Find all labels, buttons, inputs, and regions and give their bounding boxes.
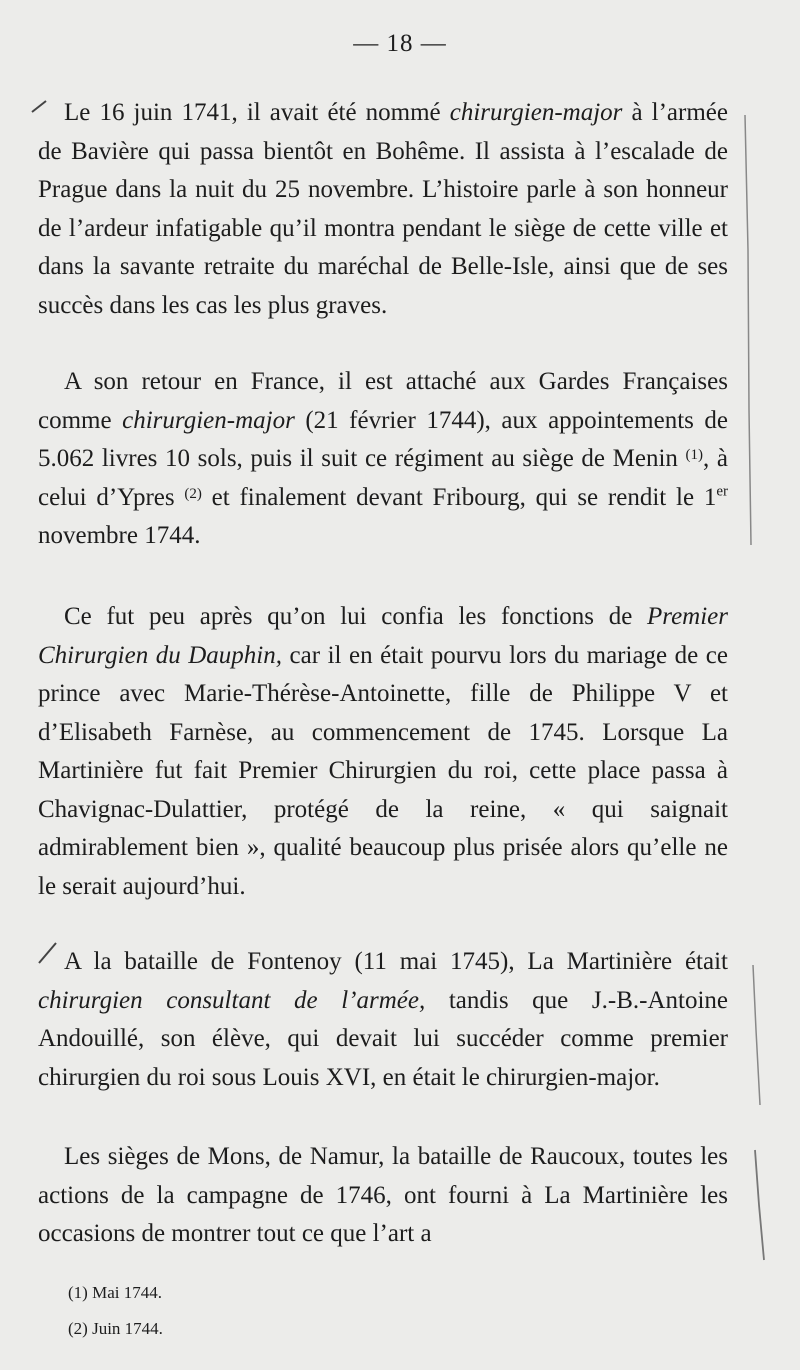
superscript: er	[716, 483, 728, 500]
paragraph-5	[38, 1138, 728, 1254]
text-run: à l’armée de Bavière qui passa bientôt en Bohême. Il assista à l’escalade de Prague dans la nuit du 25 novembre. L’histoire parle à son honneur de l’ardeur infatigable qu’il montra pendant le siège de cette ville et dans la savante retraite du maréchal de Belle-Isle, ainsi que de ses succès dans les cas les plus graves.	[38, 99, 728, 319]
text-run: A son retour en France, il est attaché aux Gardes Françaises comme	[38, 368, 728, 434]
page-number: — 18 —	[353, 30, 447, 57]
text-run: Le 16 juin 1741, il avait été nommé	[64, 99, 450, 126]
footnote-text: Juin 1744.	[92, 1319, 163, 1338]
margin-pencil-stroke	[753, 965, 760, 1105]
footnote-ref-1: (1)	[685, 447, 704, 463]
margin-pencil-line	[750, 1145, 770, 1265]
text-run: A la bataille de Fontenoy (11 mai 1745), La Martinière était	[64, 948, 728, 975]
italic-term: chirurgien-major	[122, 406, 295, 434]
paragraph-3	[38, 598, 728, 906]
text-run: et finalement devant Fribourg, qui se rendit le 1	[201, 483, 717, 511]
italic-term: Premier Chirurgien du Dauphin,	[38, 603, 728, 669]
text-run: Les sièges de Mons, de Namur, la bataille de Raucoux, toutes les actions de la campagne de 1746, ont fourni à La Martinière les occasions de montrer tout ce que l’art a	[38, 1143, 728, 1247]
text-run: Ce fut peu après qu’on lui confia les fonctions de	[64, 603, 647, 630]
footnote-ref-2: (2)	[184, 485, 202, 502]
paragraph-2	[38, 363, 728, 556]
text-run: (21 février 1744), aux appointements de 5.062 livres 10 sols, puis il suit ce régiment au siège de Menin	[38, 406, 728, 472]
italic-term: chirurgien consultant de l’armée,	[38, 986, 426, 1014]
footnote-mark: (1)	[68, 1283, 88, 1302]
text-run: car il en était pourvu lors du mariage de ce prince avec Marie-Thérèse-Antoinette, fille de Philippe V et d’Elisabeth Farnèse, au commencement de 1745. Lorsque La Martinière fut fait Premier Chirurgien du roi, cette place passa à Chavignac-Dulattier, protégé de la reine, « qui saignait admirablement bien », qualité beaucoup plus prisée alors qu’elle ne le serait aujourd’hui.	[38, 641, 728, 900]
footnotes	[68, 1275, 163, 1347]
margin-pencil-stroke	[755, 1150, 764, 1260]
text-run: novembre 1744.	[38, 522, 201, 549]
footnote-text: Mai 1744.	[92, 1283, 162, 1302]
footnote-mark: (2)	[68, 1319, 88, 1338]
paragraph-4	[38, 943, 728, 1097]
text-run: tandis que J.-B.-Antoine Andouillé, son élève, qui devait lui succéder comme premier chirurgien du roi sous Louis XVI, en était le chirurgien-major.	[38, 986, 728, 1091]
footnote-1	[68, 1275, 163, 1311]
margin-pencil-line	[735, 110, 755, 550]
italic-term: chirurgien-major	[449, 99, 623, 126]
paragraph-1	[38, 94, 728, 325]
margin-pencil-stroke	[745, 115, 751, 545]
footnote-2	[68, 1311, 163, 1347]
margin-pencil-line	[748, 960, 768, 1110]
text-run: , à celui d’Ypres	[38, 445, 728, 511]
